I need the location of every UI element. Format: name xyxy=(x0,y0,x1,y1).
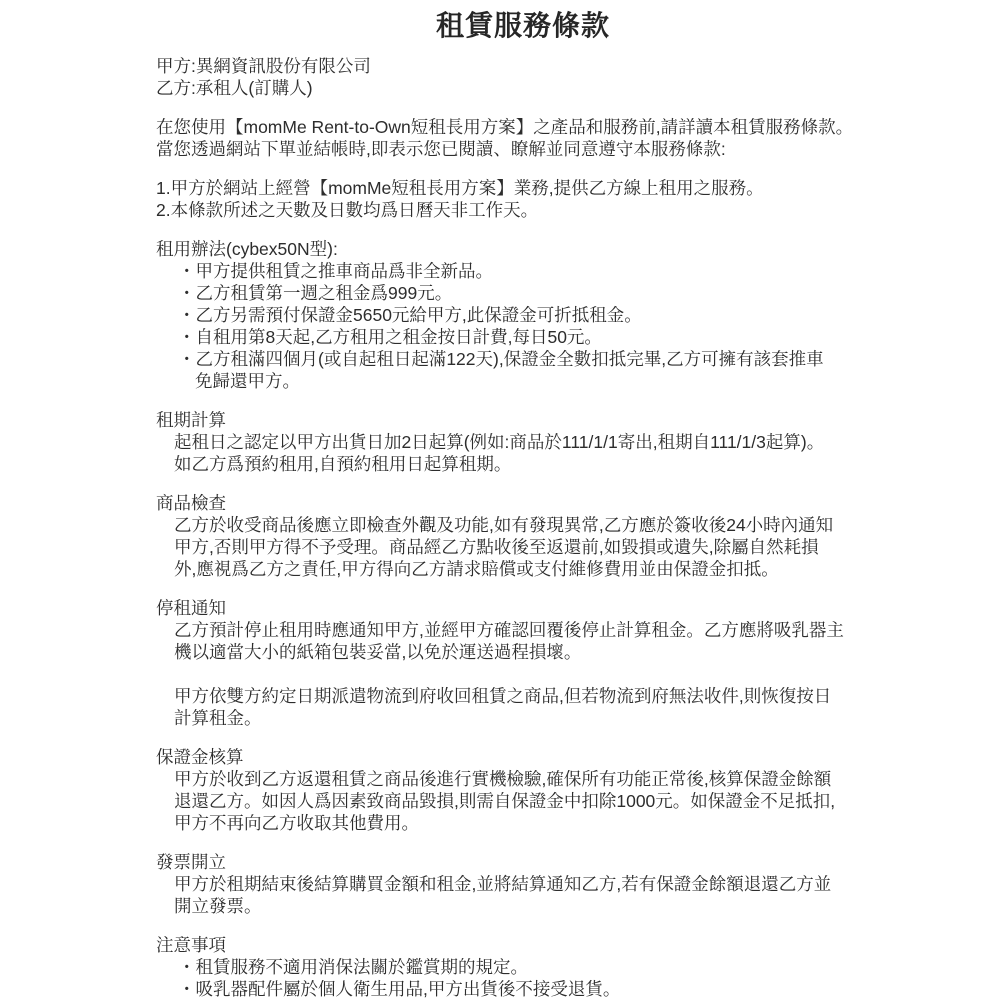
paragraph-line: 如乙方爲預約租用,自預約租用日起算租期。 xyxy=(174,454,512,474)
section-heading: 注意事項 xyxy=(156,935,226,955)
document-body xyxy=(156,55,890,1000)
blank-line xyxy=(156,663,890,685)
text-line: 2.本條款所述之天數及日數均爲日曆天非工作天。 xyxy=(156,200,539,220)
paragraph-line: 乙方預計停止租用時應通知甲方,並經甲方確認回覆後停止計算租金。乙方應將吸乳器主 xyxy=(174,620,844,640)
section-gap xyxy=(156,475,890,492)
text-line: 1.甲方於網站上經營【momMe短租長用方案】業務,提供乙方線上租用之服務。 xyxy=(156,178,764,198)
page-title: 租賃服務條款 xyxy=(435,10,610,41)
section-gap xyxy=(156,580,890,597)
paragraph-line: 甲方依雙方約定日期派遣物流到府收回租賃之商品,但若物流到府無法收件,則恢復按日 xyxy=(174,686,832,706)
bullet-line: ・租賃服務不適用消保法關於鑑賞期的規定。 xyxy=(178,957,528,977)
section-gap xyxy=(156,834,890,851)
paragraph-line: 甲方不再向乙方收取其他費用。 xyxy=(174,813,419,833)
text-line: 乙方:承租人(訂購人) xyxy=(156,78,313,98)
section-heading: 停租通知 xyxy=(156,598,226,618)
text-line: 當您透過網站下單並結帳時,即表示您已閱讀、瞭解並同意遵守本服務條款: xyxy=(156,139,726,159)
paragraph-line: 開立發票。 xyxy=(174,896,262,916)
paragraph-line: 計算租金。 xyxy=(174,708,262,728)
bullet-line: ・自租用第8天起,乙方租用之租金按日計費,每日50元。 xyxy=(178,327,602,347)
paragraph-line: 甲方,否則甲方得不予受理。商品經乙方點收後至返還前,如毀損或遺失,除屬自然耗損 xyxy=(174,537,819,557)
bullet-line: ・乙方另需預付保證金5650元給甲方,此保證金可折抵租金。 xyxy=(178,305,642,325)
section-gap xyxy=(156,221,890,238)
paragraph-line: 甲方於收到乙方返還租賃之商品後進行實機檢驗,確保所有功能正常後,核算保證金餘額 xyxy=(174,769,832,789)
bullet-line: ・乙方租滿四個月(或自起租日起滿122天),保證金全數扣抵完畢,乙方可擁有該套推車 xyxy=(178,349,824,369)
bullet-continuation-line: 免歸還甲方。 xyxy=(195,371,300,391)
section-gap xyxy=(156,729,890,746)
paragraph-line: 甲方於租期結束後結算購買金額和租金,並將結算通知乙方,若有保證金餘額退還乙方並 xyxy=(174,874,832,894)
section-heading: 租用辦法(cybex50N型): xyxy=(156,239,338,259)
section-gap xyxy=(156,392,890,409)
paragraph-line: 乙方於收受商品後應立即檢查外觀及功能,如有發現異常,乙方應於簽收後24小時內通知 xyxy=(174,515,834,535)
paragraph-line: 起租日之認定以甲方出貨日加2日起算(例如:商品於111/1/1寄出,租期自111/1/3起算)。 xyxy=(174,432,825,452)
paragraph-line: 機以適當大小的紙箱包裝妥當,以免於運送過程損壞。 xyxy=(174,642,582,662)
section-gap xyxy=(156,99,890,116)
bullet-line: ・吸乳器配件屬於個人衛生用品,甲方出貨後不接受退貨。 xyxy=(178,979,621,999)
section-heading: 租期計算 xyxy=(156,410,226,430)
paragraph-line: 外,應視爲乙方之責任,甲方得向乙方請求賠償或支付維修費用並由保證金扣抵。 xyxy=(174,559,779,579)
text-line: 在您使用【momMe Rent-to-Own短租長用方案】之產品和服務前,請詳讀本租賃服務條款。 xyxy=(156,117,854,137)
paragraph-line: 退還乙方。如因人爲因素致商品毀損,則需自保證金中扣除1000元。如保證金不足抵扣, xyxy=(174,791,836,811)
section-heading: 保證金核算 xyxy=(156,747,244,767)
bullet-line: ・乙方租賃第一週之租金爲999元。 xyxy=(178,283,453,303)
section-heading: 發票開立 xyxy=(156,852,226,872)
section-heading: 商品檢查 xyxy=(156,493,226,513)
section-gap xyxy=(156,160,890,177)
section-gap xyxy=(156,917,890,934)
bullet-line: ・甲方提供租賃之推車商品爲非全新品。 xyxy=(178,261,493,281)
text-line: 甲方:異網資訊股份有限公司 xyxy=(156,56,371,76)
